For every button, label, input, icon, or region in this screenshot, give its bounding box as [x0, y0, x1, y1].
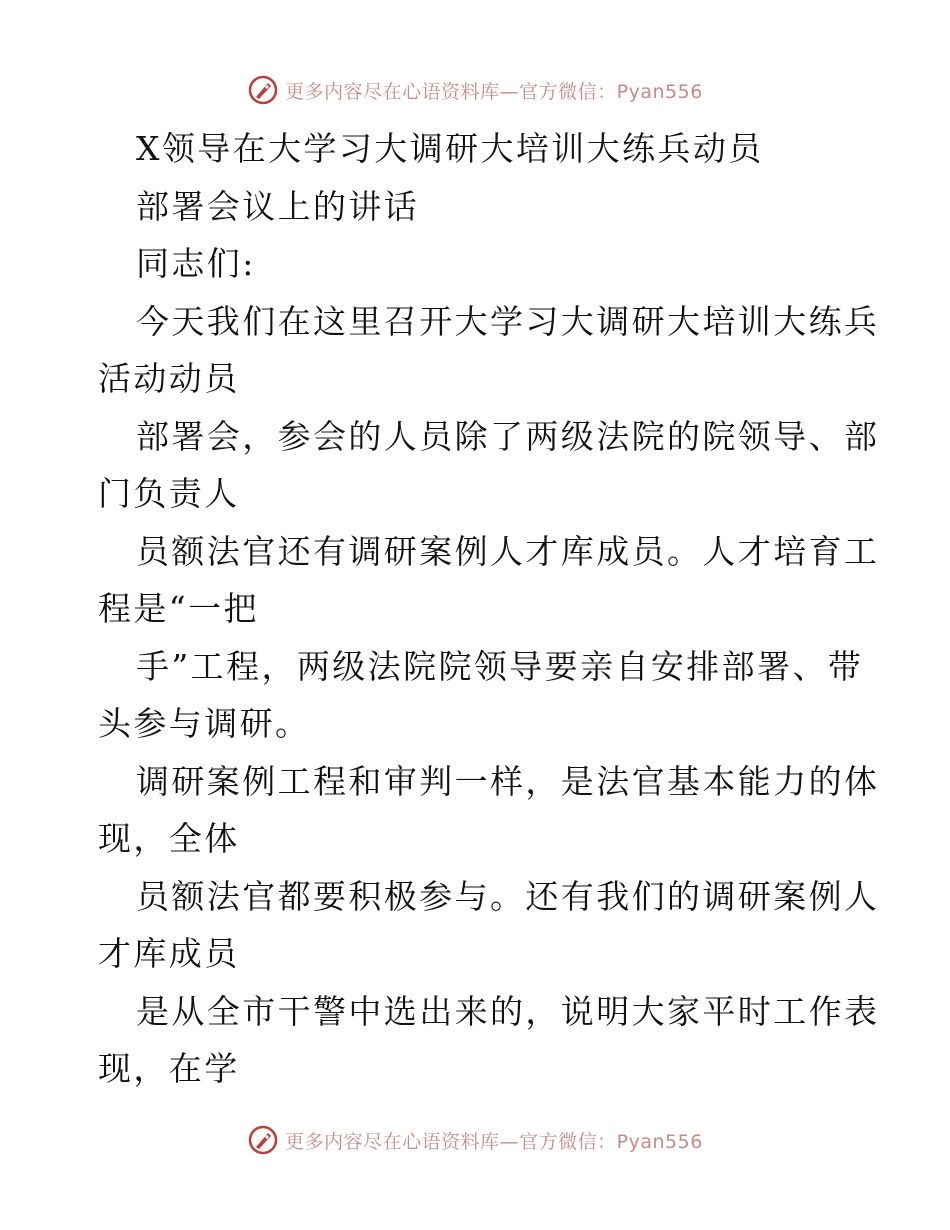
- header-watermark-banner: [0, 70, 950, 110]
- pen-nib-logo-icon: [247, 1124, 279, 1156]
- text-line: 员额法官都要积极参与。还有我们的调研案例人: [136, 876, 880, 916]
- text-line: 现，在学: [98, 1049, 240, 1088]
- text-line: 才库成员: [98, 934, 240, 973]
- header-banner-text: 更多内容尽在心语资料库—官方微信：Pyan556: [285, 80, 703, 103]
- footer-banner-text: 更多内容尽在心语资料库—官方微信：Pyan556: [285, 1130, 703, 1153]
- text-line: 现，全体: [98, 819, 240, 858]
- text-line: 员额法官还有调研案例人才库成员。人才培育工: [136, 531, 880, 571]
- text-line: 今天我们在这里召开大学习大调研大培训大练兵: [136, 301, 880, 341]
- text-line: 部署会，参会的人员除了两级法院的院领导、部: [136, 416, 880, 456]
- text-line: X领导在大学习大调研大培训大练兵动员: [136, 129, 764, 168]
- text-line: 手”工程，两级法院院领导要亲自安排部署、带: [136, 646, 864, 686]
- text-line: 门负责人: [98, 474, 240, 513]
- document-body: [98, 120, 880, 1098]
- text-line: 部署会议上的讲话: [136, 186, 420, 226]
- text-line: 是从全市干警中选出来的，说明大家平时工作表: [136, 991, 880, 1031]
- text-line: 头参与调研。: [98, 704, 311, 743]
- footer-watermark-banner: [0, 1120, 950, 1160]
- text-line: 程是“一把: [98, 589, 259, 628]
- text-line: 调研案例工程和审判一样，是法官基本能力的体: [136, 761, 880, 801]
- pen-nib-logo-icon: [247, 74, 279, 106]
- text-line: 活动动员: [98, 359, 240, 398]
- text-line: 同志们:: [136, 244, 256, 283]
